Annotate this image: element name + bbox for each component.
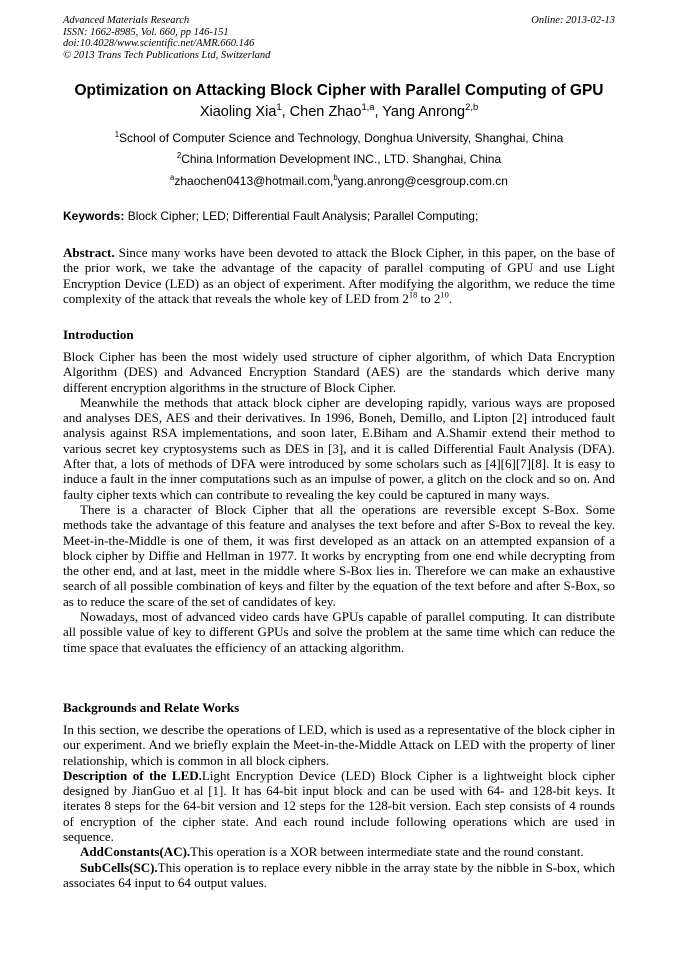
doi-line: doi:10.4028/www.scientific.net/AMR.660.146 bbox=[63, 38, 255, 49]
paragraph bbox=[63, 860, 615, 891]
author-list bbox=[40, 101, 638, 120]
issn-line: ISSN: 1662-8985, Vol. 660, pp 146-151 bbox=[63, 26, 229, 38]
section-heading-introduction: Introduction bbox=[63, 327, 134, 342]
abstract bbox=[63, 245, 615, 306]
paragraph: In this section, we describe the operations of LED, which is used as a representative of the block cipher in our experiment. And we briefly explain the Meet-in-the-Middle Attack on LED with the property of liner relationship, which is common in all block ciphers. bbox=[63, 722, 615, 768]
affiliation-text: School of Computer Science and Technology, Donghua University, Shanghai, China bbox=[119, 131, 564, 145]
run-in-heading: Description of the LED. bbox=[63, 767, 202, 783]
author-name: Xiaoling Xia bbox=[199, 104, 277, 120]
affiliation-2 bbox=[40, 152, 638, 166]
introduction-body bbox=[63, 349, 615, 655]
abstract-exponent: 18 bbox=[408, 289, 418, 300]
author-affiliation-mark: 1 bbox=[276, 101, 282, 113]
keywords-text: Block Cipher; LED; Differential Fault Analysis; Parallel Computing; bbox=[127, 209, 479, 223]
paper-title: Optimization on Attacking Block Cipher with Parallel Computing of GPU bbox=[74, 82, 604, 99]
abstract-exponent: 10 bbox=[440, 289, 449, 300]
keywords bbox=[63, 209, 615, 223]
paragraph bbox=[63, 768, 615, 844]
paragraph: Block Cipher has been the most widely used structure of cipher algorithm, of which Data Encryption Algorithm (DES) and Advanced Encryption Standard (AES) are the standards which derive many different encryption algorithms in the structure of Block Cipher. bbox=[63, 349, 615, 395]
email-mark: a bbox=[170, 173, 175, 182]
author-emails bbox=[40, 174, 638, 188]
journal-header bbox=[63, 15, 615, 61]
paragraph: Nowadays, most of advanced video cards have GPUs capable of parallel computing. It can distribute all possible value of key to different GPUs and solve the problem at the same time which can reduce the time space that evaluates the efficiency of an attacking algorithm. bbox=[63, 609, 615, 655]
paragraph-text: This operation is a XOR between intermediate state and the round constant. bbox=[190, 844, 584, 860]
affiliation-mark: 2 bbox=[176, 151, 182, 160]
online-date: Online: 2013-02-13 bbox=[531, 15, 615, 26]
copyright-line: © 2013 Trans Tech Publications Ltd, Switzerland bbox=[63, 49, 271, 61]
journal-name: Advanced Materials Research bbox=[63, 15, 190, 26]
affiliation-mark: 1 bbox=[114, 130, 120, 139]
abstract-text: Since many works have been devoted to attack the Block Cipher, in this paper, on the base of the prior work, we take the advantage of the capacity of parallel computing of GPU and use Light Encryption Device (LED) as an object of experiment. After modifying the algorithm, we reduce the time complexity of the attack that reveals the whole key of LED from 2 bbox=[63, 245, 615, 306]
email-mark: b bbox=[333, 173, 338, 182]
abstract-text-mid: to 2 bbox=[417, 290, 441, 306]
author-name: , Yang Anrong bbox=[374, 104, 466, 120]
affiliation-text: China Information Development INC., LTD. Shanghai, China bbox=[181, 152, 502, 166]
abstract-label: Abstract. bbox=[63, 245, 115, 260]
affiliation-1 bbox=[40, 131, 638, 145]
paragraph bbox=[63, 844, 615, 859]
run-in-heading: SubCells(SC). bbox=[80, 859, 158, 875]
paragraph: There is a character of Block Cipher that all the operations are reversible except S-Box. Some methods take the advantage of this feature and analyses the text before and after S-Box to reveal the key. Meet-in-the-Middle is one of them, it was first developed as an attack on an attempted expansion of a block cipher by Diffie and Hellman in 1977. It works by encrypting from one end while decrypting from the other end, and at last, meet in the middle where S-Box lies in. Therefore we can make an exhaustive search of all possible combination of keys and filter by the equation of the text before and after S-Box, so as to reduce the scare of the set of candidates of key. bbox=[63, 501, 615, 609]
paragraph-text: This operation is to replace every nibble in the array state by the nibble in S-box, which associates 64 input to 64 output values. bbox=[63, 859, 615, 890]
author-name: , Chen Zhao bbox=[281, 104, 362, 120]
section-heading-backgrounds: Backgrounds and Relate Works bbox=[63, 700, 240, 715]
run-in-heading: AddConstants(AC). bbox=[80, 844, 191, 860]
keywords-label: Keywords: bbox=[63, 209, 125, 223]
author-affiliation-mark: 2,b bbox=[465, 101, 479, 113]
email-address: yang.anrong@cesgroup.com.cn bbox=[337, 174, 508, 188]
email-address: zhaochen0413@hotmail.com, bbox=[174, 174, 334, 188]
author-affiliation-mark: 1,a bbox=[361, 101, 375, 113]
abstract-text-end: . bbox=[448, 290, 453, 306]
backgrounds-body bbox=[63, 722, 615, 890]
paragraph: Meanwhile the methods that attack block cipher are developing rapidly, various ways are proposed and analyses DES, AES and their derivatives. In 1996, Boneh, Demillo, and Lipton [2] introduced fault analysis against RSA implementations, and soon later, E.Biham and A.Shamir extend their method to various secret key cryptosystems such as DES in [3], and it is called Differential Fault Analysis (DFA). After that, a lots of methods of DFA were introduced by some scholars such as [4][6][7][8]. It is easy to induce a fault in the inner computations such as an impulse of power, a glitch on the clock and so on. And faulty cipher texts which can contribute to revealing the key could be captured in many ways. bbox=[63, 394, 615, 502]
paragraph-text: Light Encryption Device (LED) Block Cipher is a lightweight block cipher designed by JianGuo et al [1]. It has 64-bit input block and can be used with 64- and 128-bit keys. It iterates 8 steps for the 64-bit version and 12 steps for the 128-bit version. Each step consists of 4 rounds of encryption of the cipher state. And each round include following operations which are used in sequence. bbox=[63, 767, 615, 845]
